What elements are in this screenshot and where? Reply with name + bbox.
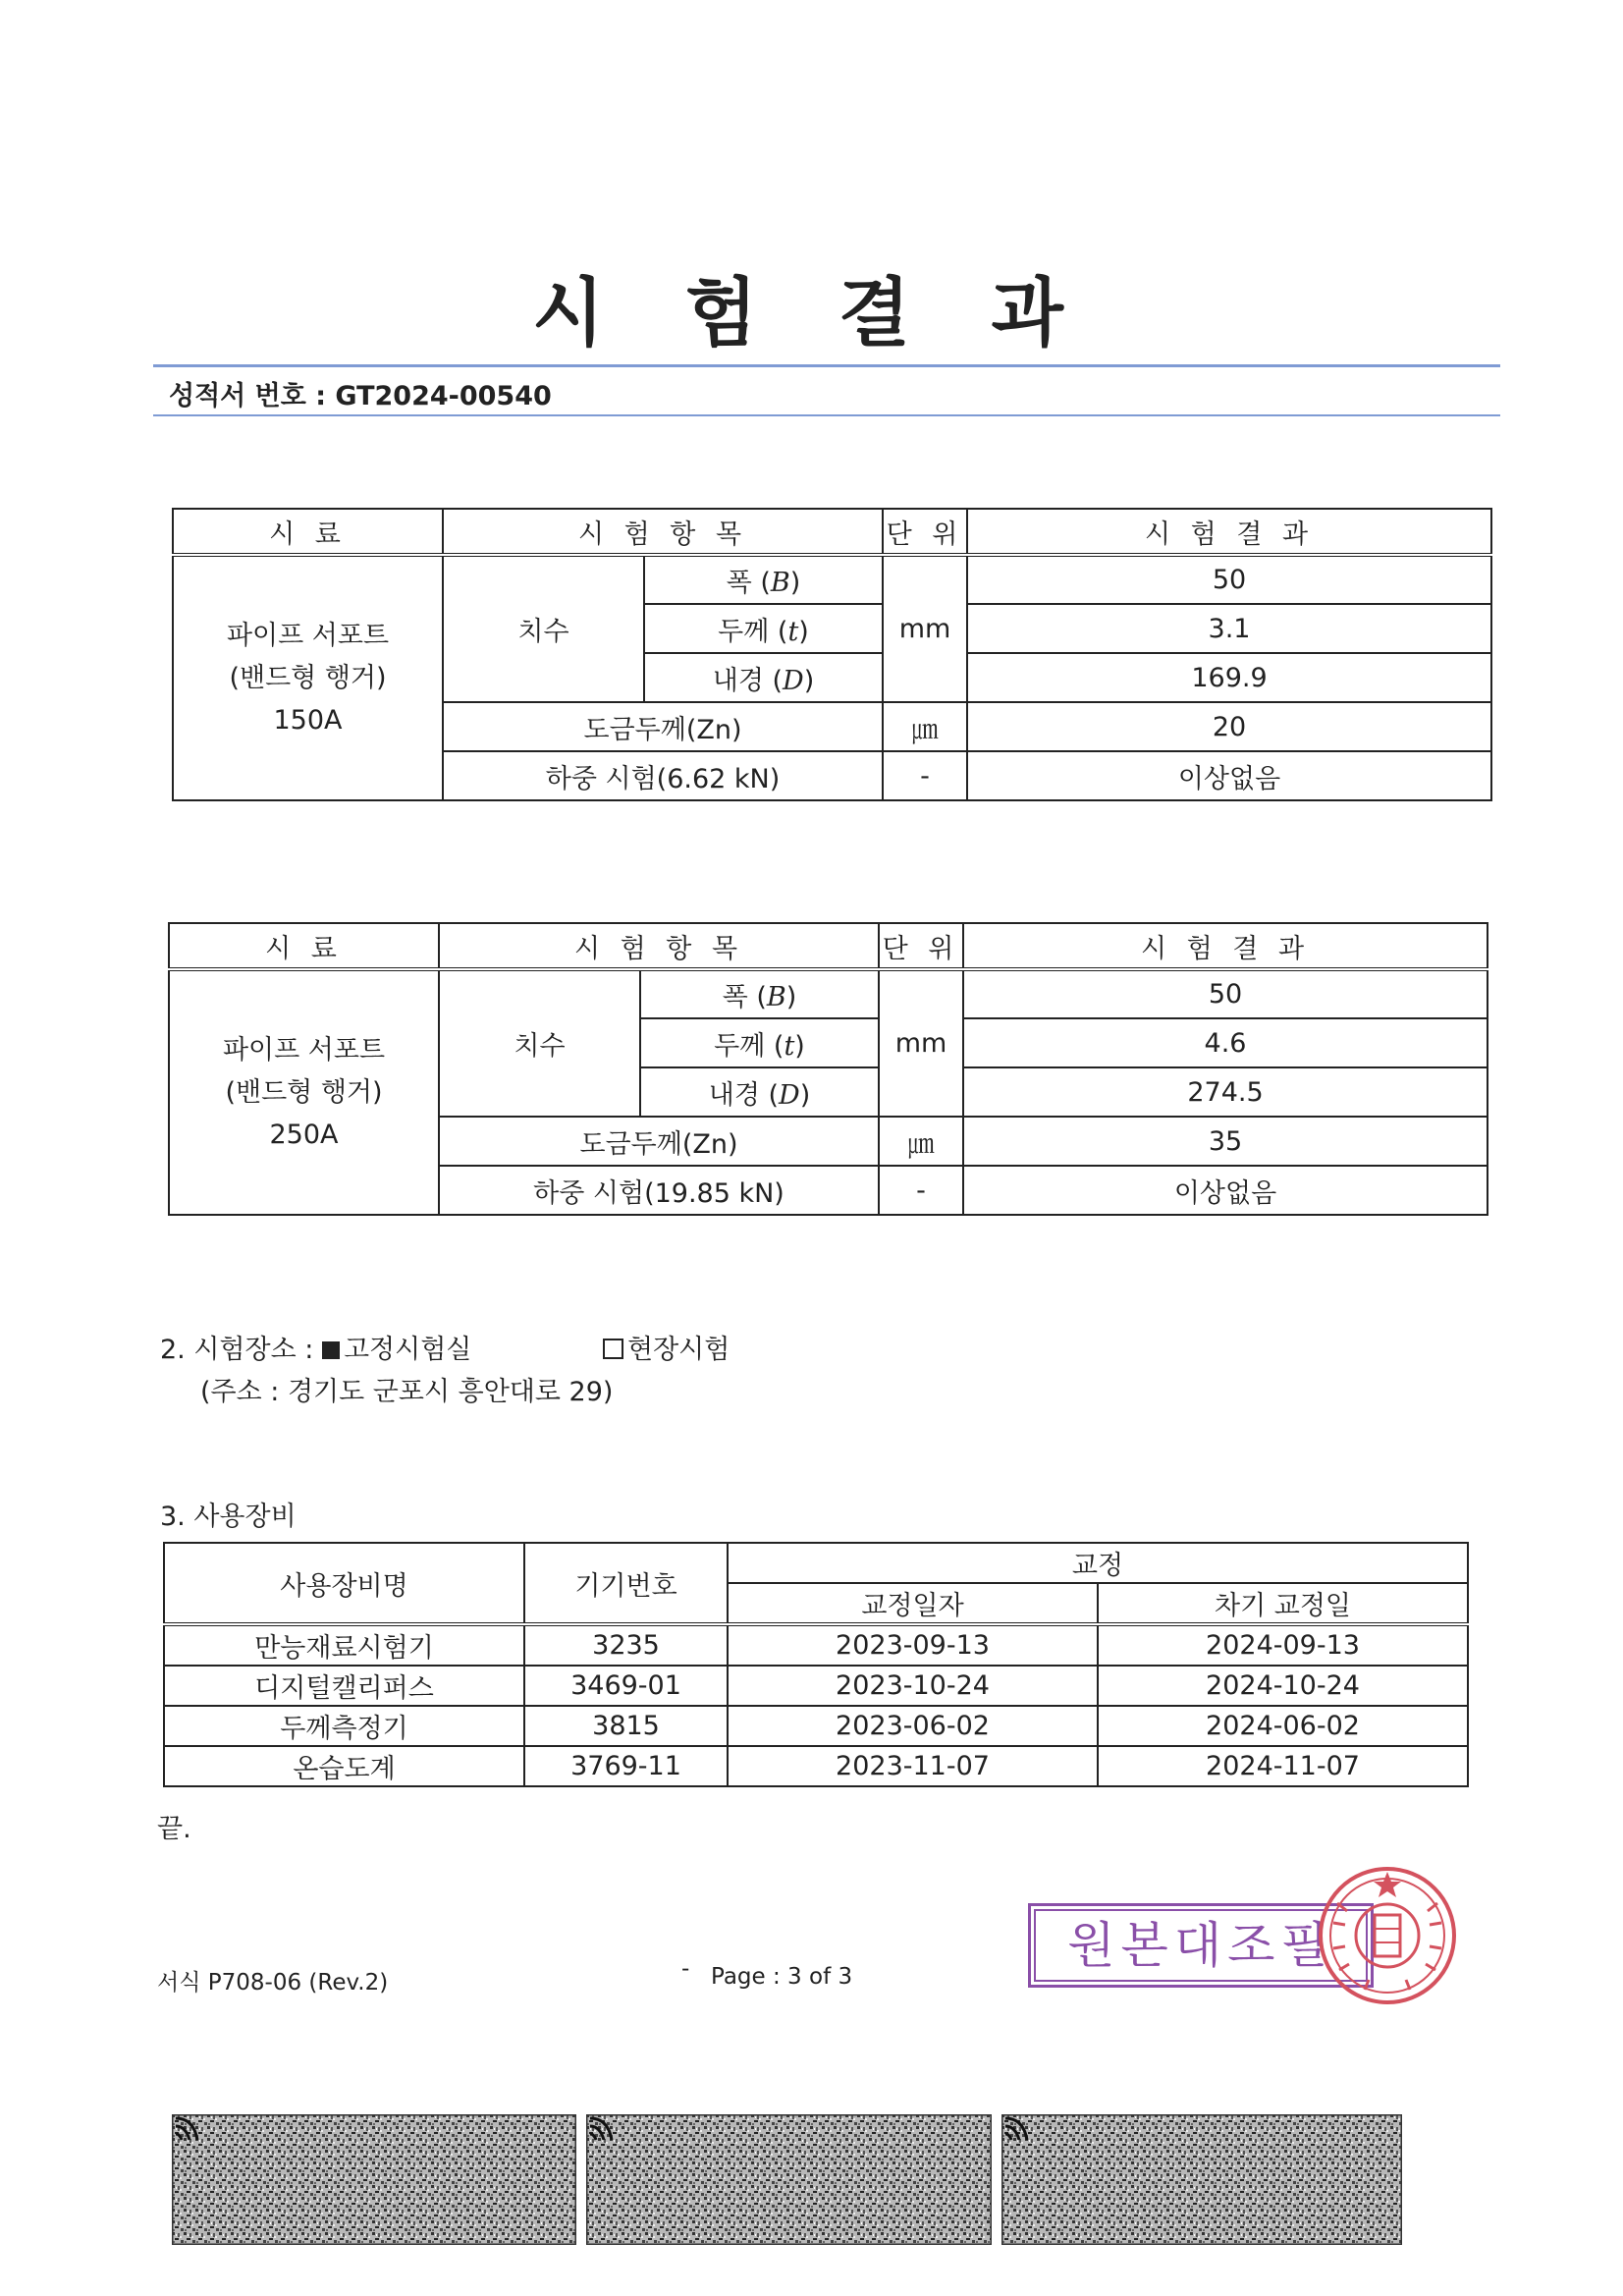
load-test-value: 이상없음 [963, 1166, 1488, 1215]
load-test-label: 하중 시험(6.62 kN) [443, 751, 883, 800]
test-location-line [160, 1328, 471, 1366]
header-unit: 단 위 [883, 509, 967, 555]
equipment-cal-date: 2023-09-13 [728, 1624, 1098, 1666]
equipment-cal-date: 2023-11-07 [728, 1746, 1098, 1786]
fixed-lab-option: 고정시험실 [343, 1335, 472, 1365]
inner-diameter-value: 274.5 [963, 1067, 1488, 1117]
load-test-value: 이상없음 [967, 751, 1491, 800]
equipment-number: 3235 [524, 1624, 728, 1666]
barcode-image [1001, 2114, 1402, 2245]
width-value: 50 [967, 555, 1491, 604]
header-rule-top [153, 364, 1500, 367]
equipment-col-cal-date: 교정일자 [728, 1583, 1098, 1624]
page-number: Page : 3 of 3 [711, 1964, 853, 1990]
field-test-option: 현장시험 [627, 1335, 730, 1365]
end-mark: 끝. [157, 1814, 191, 1844]
field-test-line [603, 1328, 730, 1366]
sample-cell [173, 555, 443, 800]
test-address: (주소 : 경기도 군포시 흥안대로 29) [200, 1377, 614, 1407]
header-unit: 단 위 [879, 923, 963, 969]
dimension-unit: mm [879, 969, 963, 1117]
barcode-image [586, 2114, 992, 2245]
dimension-label: 치수 [443, 555, 644, 702]
table-row [164, 1624, 1468, 1666]
load-test-label: 하중 시험(19.85 kN) [439, 1166, 879, 1215]
thickness-value: 3.1 [967, 604, 1491, 653]
coating-value: 20 [967, 702, 1491, 751]
checkbox-checked-icon [322, 1341, 340, 1359]
thickness-label: 두께 (t) [640, 1018, 879, 1067]
equipment-next-date: 2024-11-07 [1098, 1746, 1468, 1786]
footer-dash: - [681, 1956, 690, 1982]
barcode-image [172, 2114, 576, 2245]
coating-unit: ㎛ [883, 702, 967, 751]
inner-diameter-label: 내경 (D) [644, 653, 883, 702]
equipment-number: 3469-01 [524, 1666, 728, 1706]
equipment-name: 디지털캘리퍼스 [164, 1666, 524, 1706]
header-item: 시 험 항 목 [443, 509, 883, 555]
equipment-next-date: 2024-09-13 [1098, 1624, 1468, 1666]
equipment-cal-date: 2023-06-02 [728, 1706, 1098, 1746]
checkbox-unchecked-icon [603, 1339, 623, 1359]
header-sample: 시 료 [173, 509, 443, 555]
equipment-number: 3815 [524, 1706, 728, 1746]
header-sample: 시 료 [169, 923, 439, 969]
header-item: 시 험 항 목 [439, 923, 879, 969]
original-copy-stamp: 원본대조필 [1028, 1903, 1374, 1988]
sample-type: (밴드형 행거) [225, 1077, 383, 1108]
sample-cell [169, 969, 439, 1215]
thickness-value: 4.6 [963, 1018, 1488, 1067]
equipment-col-calibration: 교정 [728, 1543, 1468, 1583]
width-value: 50 [963, 969, 1488, 1018]
equipment-next-date: 2024-06-02 [1098, 1706, 1468, 1746]
equipment-name: 온습도계 [164, 1746, 524, 1786]
coating-unit: ㎛ [879, 1117, 963, 1166]
sample-name: 파이프 서포트 [226, 621, 390, 651]
test-result-table-1 [172, 508, 1492, 801]
coating-label: 도금두께(Zn) [439, 1117, 879, 1166]
equipment-name: 두께측정기 [164, 1706, 524, 1746]
coating-label: 도금두께(Zn) [443, 702, 883, 751]
table-row [164, 1746, 1468, 1786]
test-result-table-2 [168, 922, 1488, 1216]
equipment-next-date: 2024-10-24 [1098, 1666, 1468, 1706]
dimension-label: 치수 [439, 969, 640, 1117]
equipment-name: 만능재료시험기 [164, 1624, 524, 1666]
page-title: 시 험 결 과 [531, 269, 1092, 356]
sample-size: 150A [273, 705, 343, 736]
equipment-number: 3769-11 [524, 1746, 728, 1786]
equipment-col-number: 기기번호 [524, 1543, 728, 1624]
equipment-col-next-date: 차기 교정일 [1098, 1583, 1468, 1624]
load-test-unit: - [883, 751, 967, 800]
official-seal-icon [1316, 1864, 1459, 2007]
form-code: 서식 P708-06 (Rev.2) [157, 1970, 389, 1995]
table-row [164, 1706, 1468, 1746]
width-label: 폭 (B) [640, 969, 879, 1018]
width-label: 폭 (B) [644, 555, 883, 604]
test-location-label: 2. 시험장소 : [160, 1335, 314, 1365]
sample-name: 파이프 서포트 [222, 1035, 386, 1066]
equipment-col-name: 사용장비명 [164, 1543, 524, 1624]
thickness-label: 두께 (t) [644, 604, 883, 653]
sample-type: (밴드형 행거) [229, 663, 387, 693]
cert-number: 성적서 번호 : GT2024-00540 [169, 381, 552, 411]
equipment-cal-date: 2023-10-24 [728, 1666, 1098, 1706]
sample-size: 250A [269, 1120, 339, 1150]
inner-diameter-value: 169.9 [967, 653, 1491, 702]
equipment-table [163, 1542, 1469, 1787]
dimension-unit: mm [883, 555, 967, 702]
header-result: 시 험 결 과 [963, 923, 1488, 969]
coating-value: 35 [963, 1117, 1488, 1166]
equipment-section-label: 3. 사용장비 [160, 1502, 297, 1532]
inner-diameter-label: 내경 (D) [640, 1067, 879, 1117]
table-row [164, 1666, 1468, 1706]
header-result: 시 험 결 과 [967, 509, 1491, 555]
header-rule-bottom [153, 414, 1500, 416]
load-test-unit: - [879, 1166, 963, 1215]
